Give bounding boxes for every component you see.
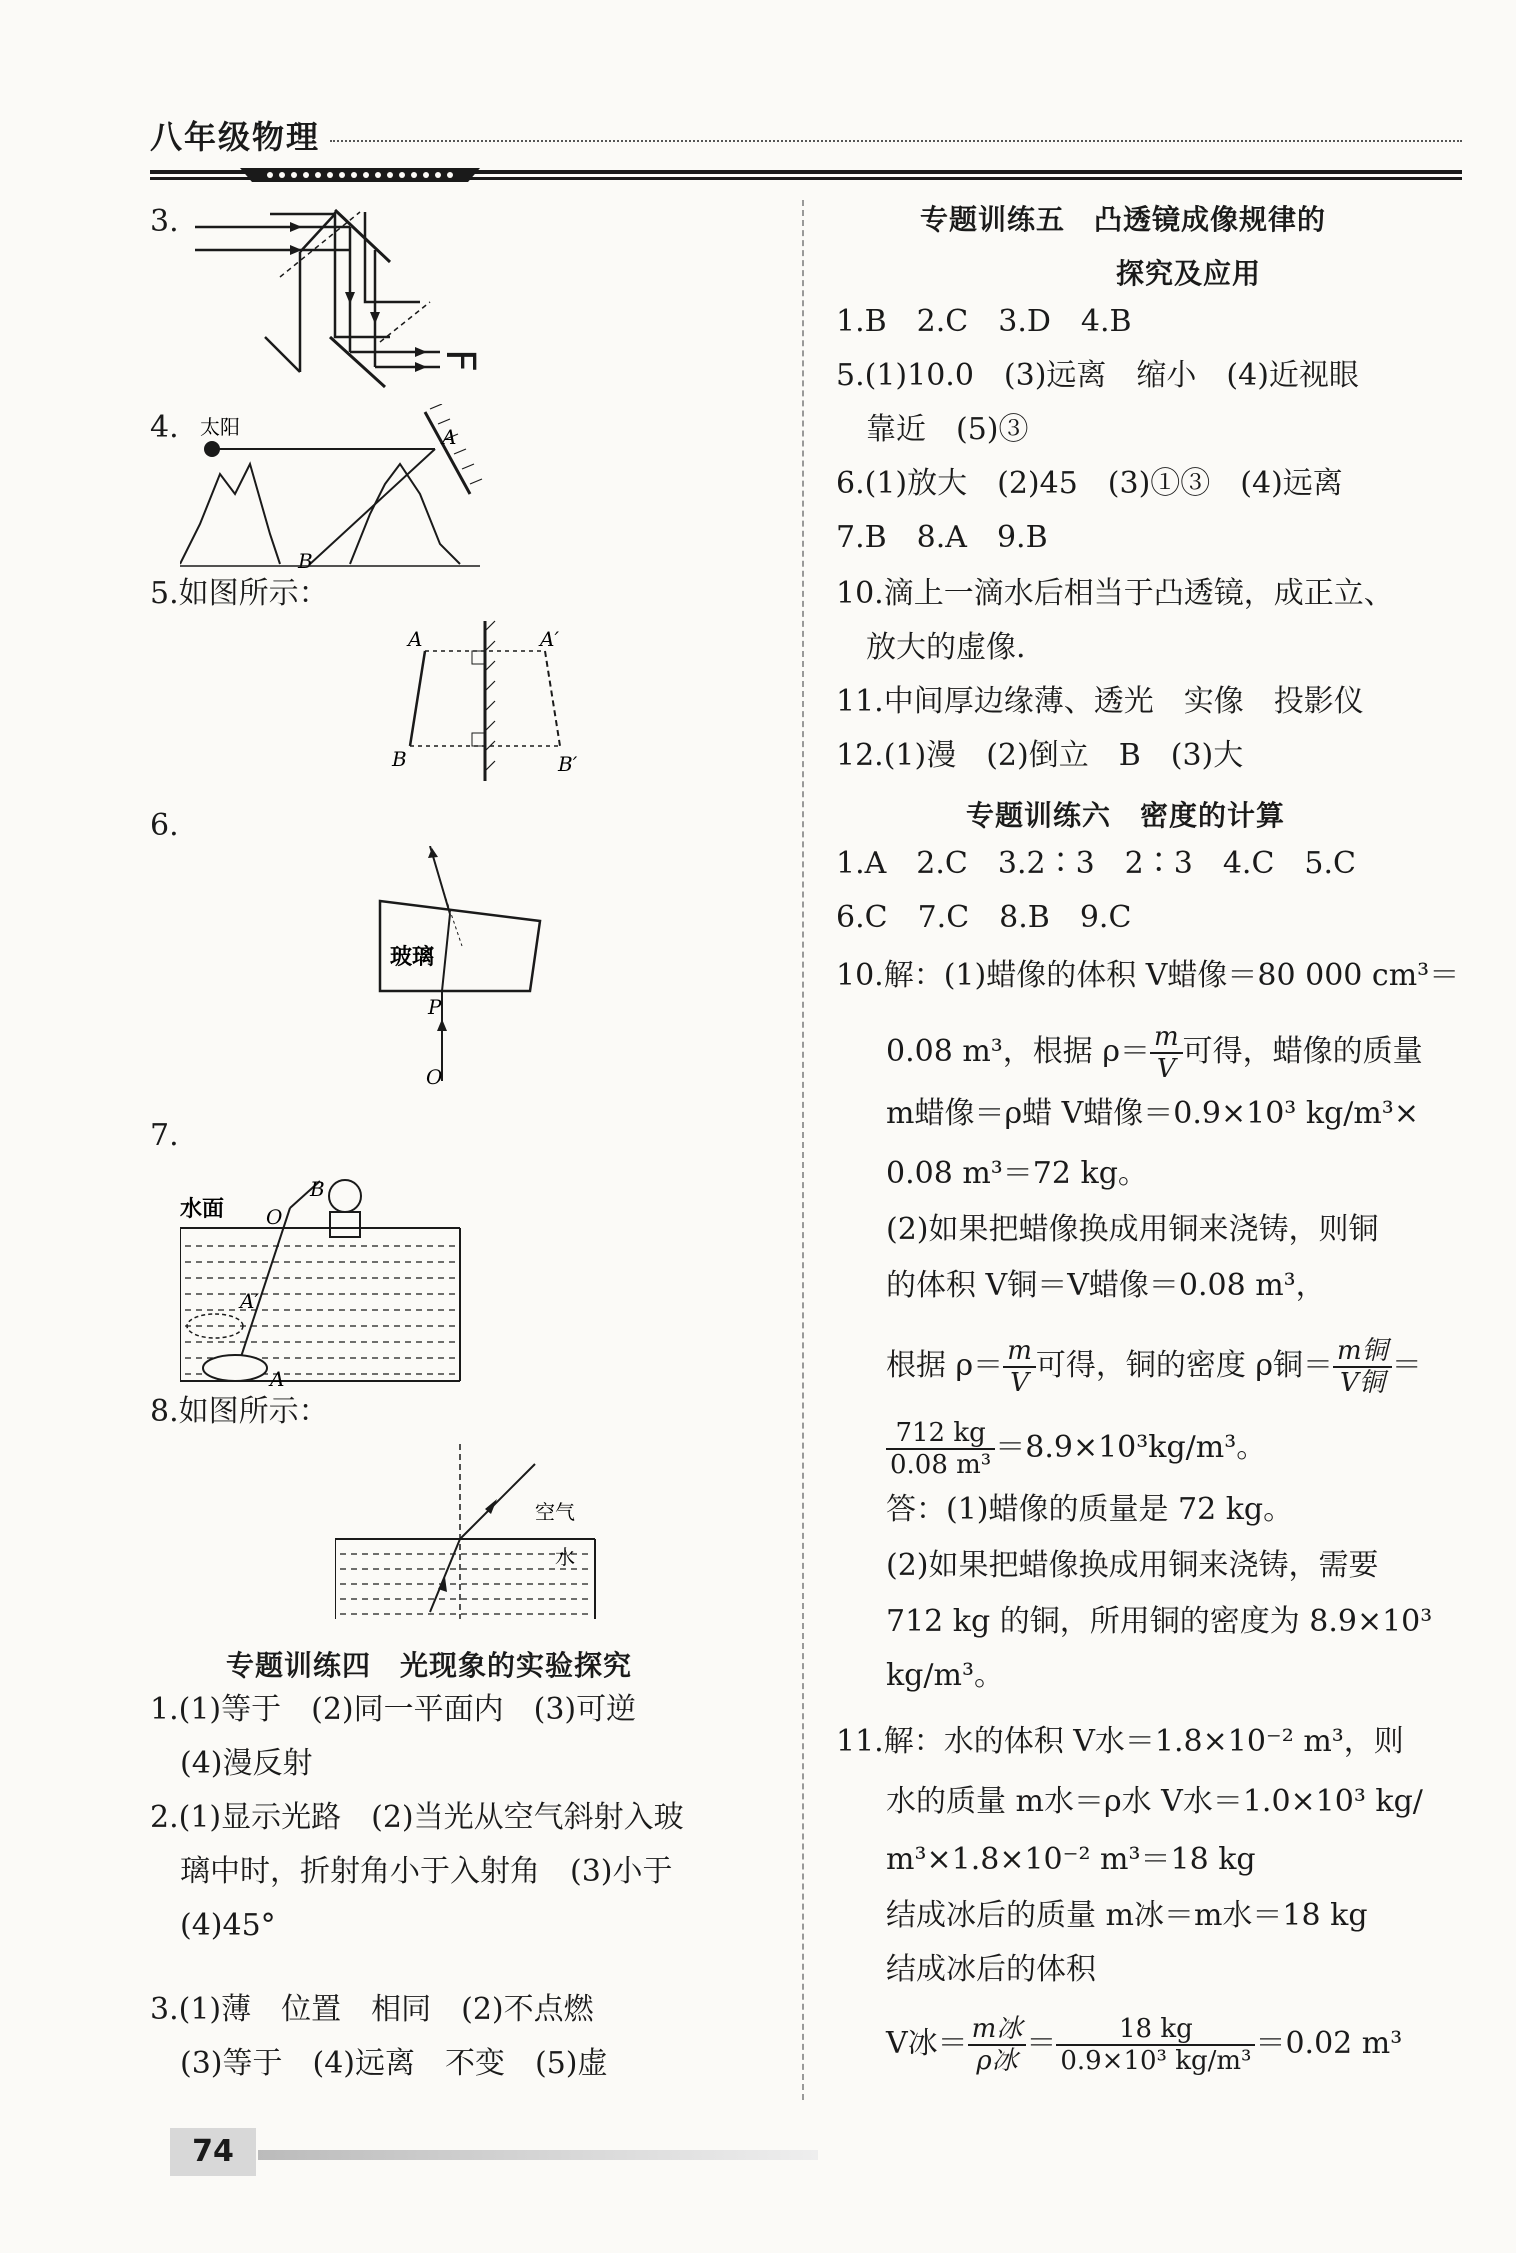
q4-label: 4.: [150, 410, 179, 445]
section-5-title-cont: 探究及应用: [1116, 257, 1262, 290]
fish-water-diagram: [180, 1176, 480, 1386]
q11-line: V冰＝ $\frac{\text{m冰}}{\text{ρ冰}}$ ＝ $\frac{18 kg}{\text{0.9×10³ kg/m³}}$ ＝0.02 m³: [886, 2014, 1403, 2076]
answer-line: (4)45°: [150, 1908, 276, 1943]
q10-line: 根据 ρ＝ $\frac{m}{V}$ 可得，铜的密度 ρ铜＝ $\frac{\text{m铜}}{\text{V铜}}$ ＝: [886, 1336, 1422, 1398]
section-4-title: 专题训练四 光现象的实验探究: [226, 1649, 633, 1682]
fraction: $\frac{m}{V}$: [1003, 1336, 1036, 1398]
q8-label: 8.如图所示：: [150, 1394, 329, 1429]
q11-line: 11.解：水的体积 V水＝1.8×10⁻² m³，则: [836, 1724, 1404, 1759]
plane-mirror-image-diagram: [380, 616, 600, 786]
point-A-prime-label: A′: [240, 1289, 259, 1313]
answer-line: 靠近 (5)③: [836, 412, 1029, 447]
periscope-diagram: [190, 202, 570, 402]
point-B-label: B: [392, 747, 407, 771]
section-6-title: 专题训练六 密度的计算: [966, 799, 1286, 832]
point-A-label: A: [408, 627, 423, 651]
q7-label: 7.: [150, 1118, 179, 1153]
answer-line: (4)漫反射: [150, 1746, 313, 1781]
q11-line: 水的质量 m水＝ρ水 V水＝1.0×10³ kg/: [886, 1784, 1423, 1819]
point-O-label: O: [426, 1065, 443, 1086]
glass-refraction-diagram: [370, 846, 570, 1086]
answer-line: 璃中时，折射角小于入射角 (3)小于: [150, 1854, 673, 1889]
q6-label: 6.: [150, 808, 179, 843]
sun-mirror-diagram: [180, 404, 500, 574]
answer-line: 放大的虚像.: [836, 630, 1026, 665]
q11-line: 结成冰后的质量 m冰＝m水＝18 kg: [886, 1898, 1368, 1933]
svg-text:F: F: [437, 349, 483, 373]
answer-line: 11.中间厚边缘薄、透光 实像 投影仪: [836, 684, 1364, 719]
q11-line: m³×1.8×10⁻² m³＝18 kg: [886, 1842, 1256, 1877]
answer-line: 3.(1)薄 位置 相同 (2)不点燃: [150, 1992, 594, 2027]
q10-line: 10.解：(1)蜡像的体积 V蜡像＝80 000 cm³＝: [836, 958, 1460, 993]
q10-line: (2)如果把蜡像换成用铜来浇铸，则铜: [886, 1212, 1379, 1247]
fraction: $\frac{m}{V}$: [1150, 1022, 1183, 1084]
page-number: 74: [170, 2128, 256, 2176]
q10-line: 0.08 m³，根据 ρ＝ $\frac{m}{V}$ 可得，蜡像的质量: [886, 1022, 1423, 1084]
q10-line: 712 kg 的铜，所用铜的密度为 8.9×10³: [886, 1604, 1433, 1639]
footer-bar: [258, 2150, 818, 2160]
header-bar: [150, 168, 1462, 182]
q10-line: 的体积 V铜＝V蜡像＝0.08 m³，: [886, 1268, 1326, 1303]
header-title: 八年级物理: [150, 118, 321, 156]
section-5-title: 专题训练五 凸透镜成像规律的: [920, 203, 1327, 236]
q11-line: 结成冰后的体积: [886, 1952, 1096, 1987]
point-A-label: A: [270, 1367, 285, 1386]
glass-label: 玻璃: [390, 945, 435, 970]
answer-line: 1.(1)等于 (2)同一平面内 (3)可逆: [150, 1692, 637, 1727]
fraction: $\frac{\text{m铜}}{\text{V铜}}$: [1333, 1336, 1392, 1398]
point-B-label: B: [298, 549, 313, 573]
fraction: $\frac{712 kg}{\text{0.08 m³}}$: [886, 1418, 995, 1480]
air-water-refraction-diagram: [335, 1444, 615, 1624]
answer-line: 5.(1)10.0 (3)远离 缩小 (4)近视眼: [836, 358, 1359, 393]
answer-line: 6.(1)放大 (2)45 (3)①③ (4)远离: [836, 466, 1343, 501]
answer-line: 6.C 7.C 8.B 9.C: [836, 900, 1132, 935]
answer-line: 7.B 8.A 9.B: [836, 520, 1048, 555]
water-surface-label: 水面: [180, 1197, 225, 1222]
answer-line: 10.滴上一滴水后相当于凸透镜，成正立、: [836, 576, 1394, 611]
q10-line: (2)如果把蜡像换成用铜来浇铸，需要: [886, 1548, 1379, 1583]
column-divider: [802, 200, 804, 2100]
point-A-label: A: [442, 425, 457, 449]
answer-line: (3)等于 (4)远离 不变 (5)虚: [150, 2046, 608, 2081]
answer-line: 1.A 2.C 3.2∶3 2∶3 4.C 5.C: [836, 846, 1356, 881]
sun-label: 太阳: [200, 415, 240, 439]
air-label: 空气: [535, 1500, 575, 1524]
q10-line: $\frac{712 kg}{\text{0.08 m³}}$ ＝8.9×10³kg/m³。: [886, 1418, 1266, 1480]
answer-line: 1.B 2.C 3.D 4.B: [836, 304, 1132, 339]
fraction: $\frac{18 kg}{\text{0.9×10³ kg/m³}}$: [1056, 2014, 1255, 2076]
water-label: 水: [555, 1545, 575, 1569]
q10-line: 0.08 m³＝72 kg。: [886, 1156, 1148, 1191]
point-B-label: B: [310, 1177, 325, 1201]
answer-line: 12.(1)漫 (2)倒立 B (3)大: [836, 738, 1244, 773]
q5-label: 5.如图所示：: [150, 576, 329, 611]
point-O-label: O: [266, 1205, 283, 1229]
point-P-label: P: [428, 995, 442, 1019]
answer-line: 2.(1)显示光路 (2)当光从空气斜射入玻: [150, 1800, 684, 1835]
header-dotted-rule: [330, 140, 1462, 142]
q10-line: m蜡像＝ρ蜡 V蜡像＝0.9×10³ kg/m³×: [886, 1096, 1419, 1131]
q3-label: 3.: [150, 204, 179, 239]
q10-line: kg/m³。: [886, 1658, 1004, 1693]
point-B-prime-label: B′: [558, 752, 578, 776]
fraction: $\frac{\text{m冰}}{\text{ρ冰}}$: [968, 2014, 1027, 2076]
q10-line: 答：(1)蜡像的质量是 72 kg。: [886, 1492, 1294, 1527]
point-A-prime-label: A′: [540, 627, 559, 651]
